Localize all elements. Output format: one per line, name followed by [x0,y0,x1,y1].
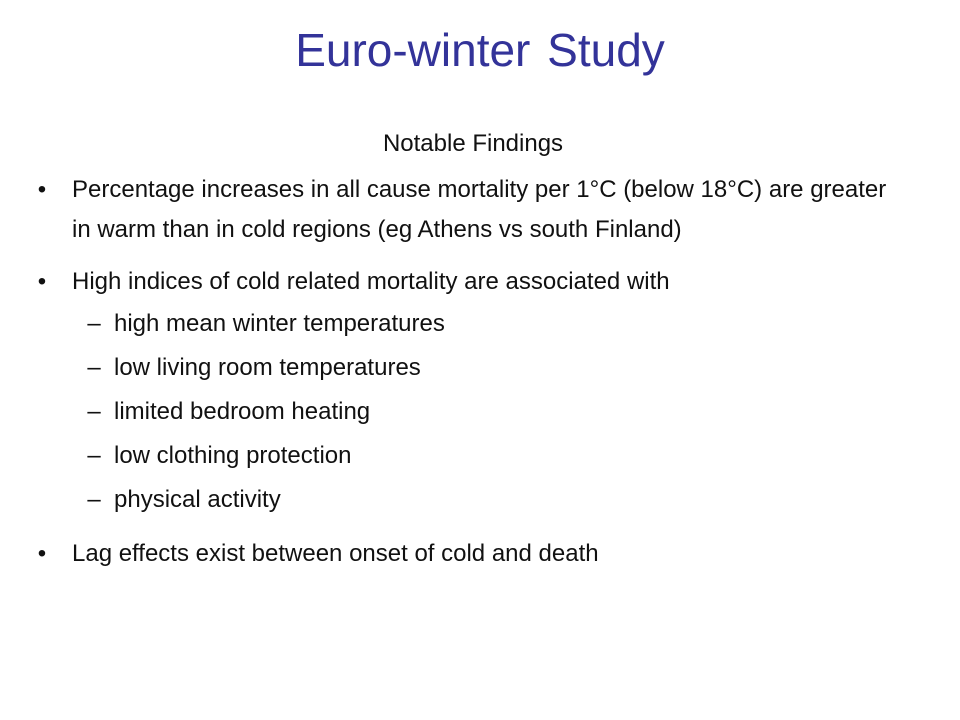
sub-bullet-item [30,434,910,478]
bullet-item [30,262,910,302]
slide-subtitle: Notable Findings [382,130,564,157]
sub-bullet-text: low clothing protection [114,442,352,469]
bullet-item [30,534,910,574]
bullet-marker: • [37,176,47,203]
bullet-marker: • [37,268,47,295]
sub-bullet-marker: – [87,442,101,469]
slide-title: Euro-winter Study [295,24,665,76]
sub-bullet-text: physical activity [114,486,281,513]
bullet-marker: • [37,540,47,567]
bullet-text: High indices of cold related mortality are associated with [72,268,670,295]
sub-bullet-item [30,302,910,346]
bullet-list [30,170,910,574]
sub-bullet-marker: – [87,398,101,425]
bullet-text: Percentage increases in all cause mortality per 1°C (below 18°C) are greater in warm than in cold regions (eg Athens vs south Finland) [72,176,887,243]
sub-bullet-marker: – [87,354,101,381]
bullet-item [30,170,910,250]
sub-bullet-text: high mean winter temperatures [114,310,445,337]
sub-bullet-text: low living room temperatures [114,354,421,381]
sub-bullet-text: limited bedroom heating [114,398,371,425]
sub-bullet-item [30,478,910,522]
sub-bullet-item [30,390,910,434]
sub-bullet-item [30,346,910,390]
sub-bullet-marker: – [87,486,101,513]
sub-bullet-marker: – [87,310,101,337]
bullet-text: Lag effects exist between onset of cold and death [72,540,599,567]
